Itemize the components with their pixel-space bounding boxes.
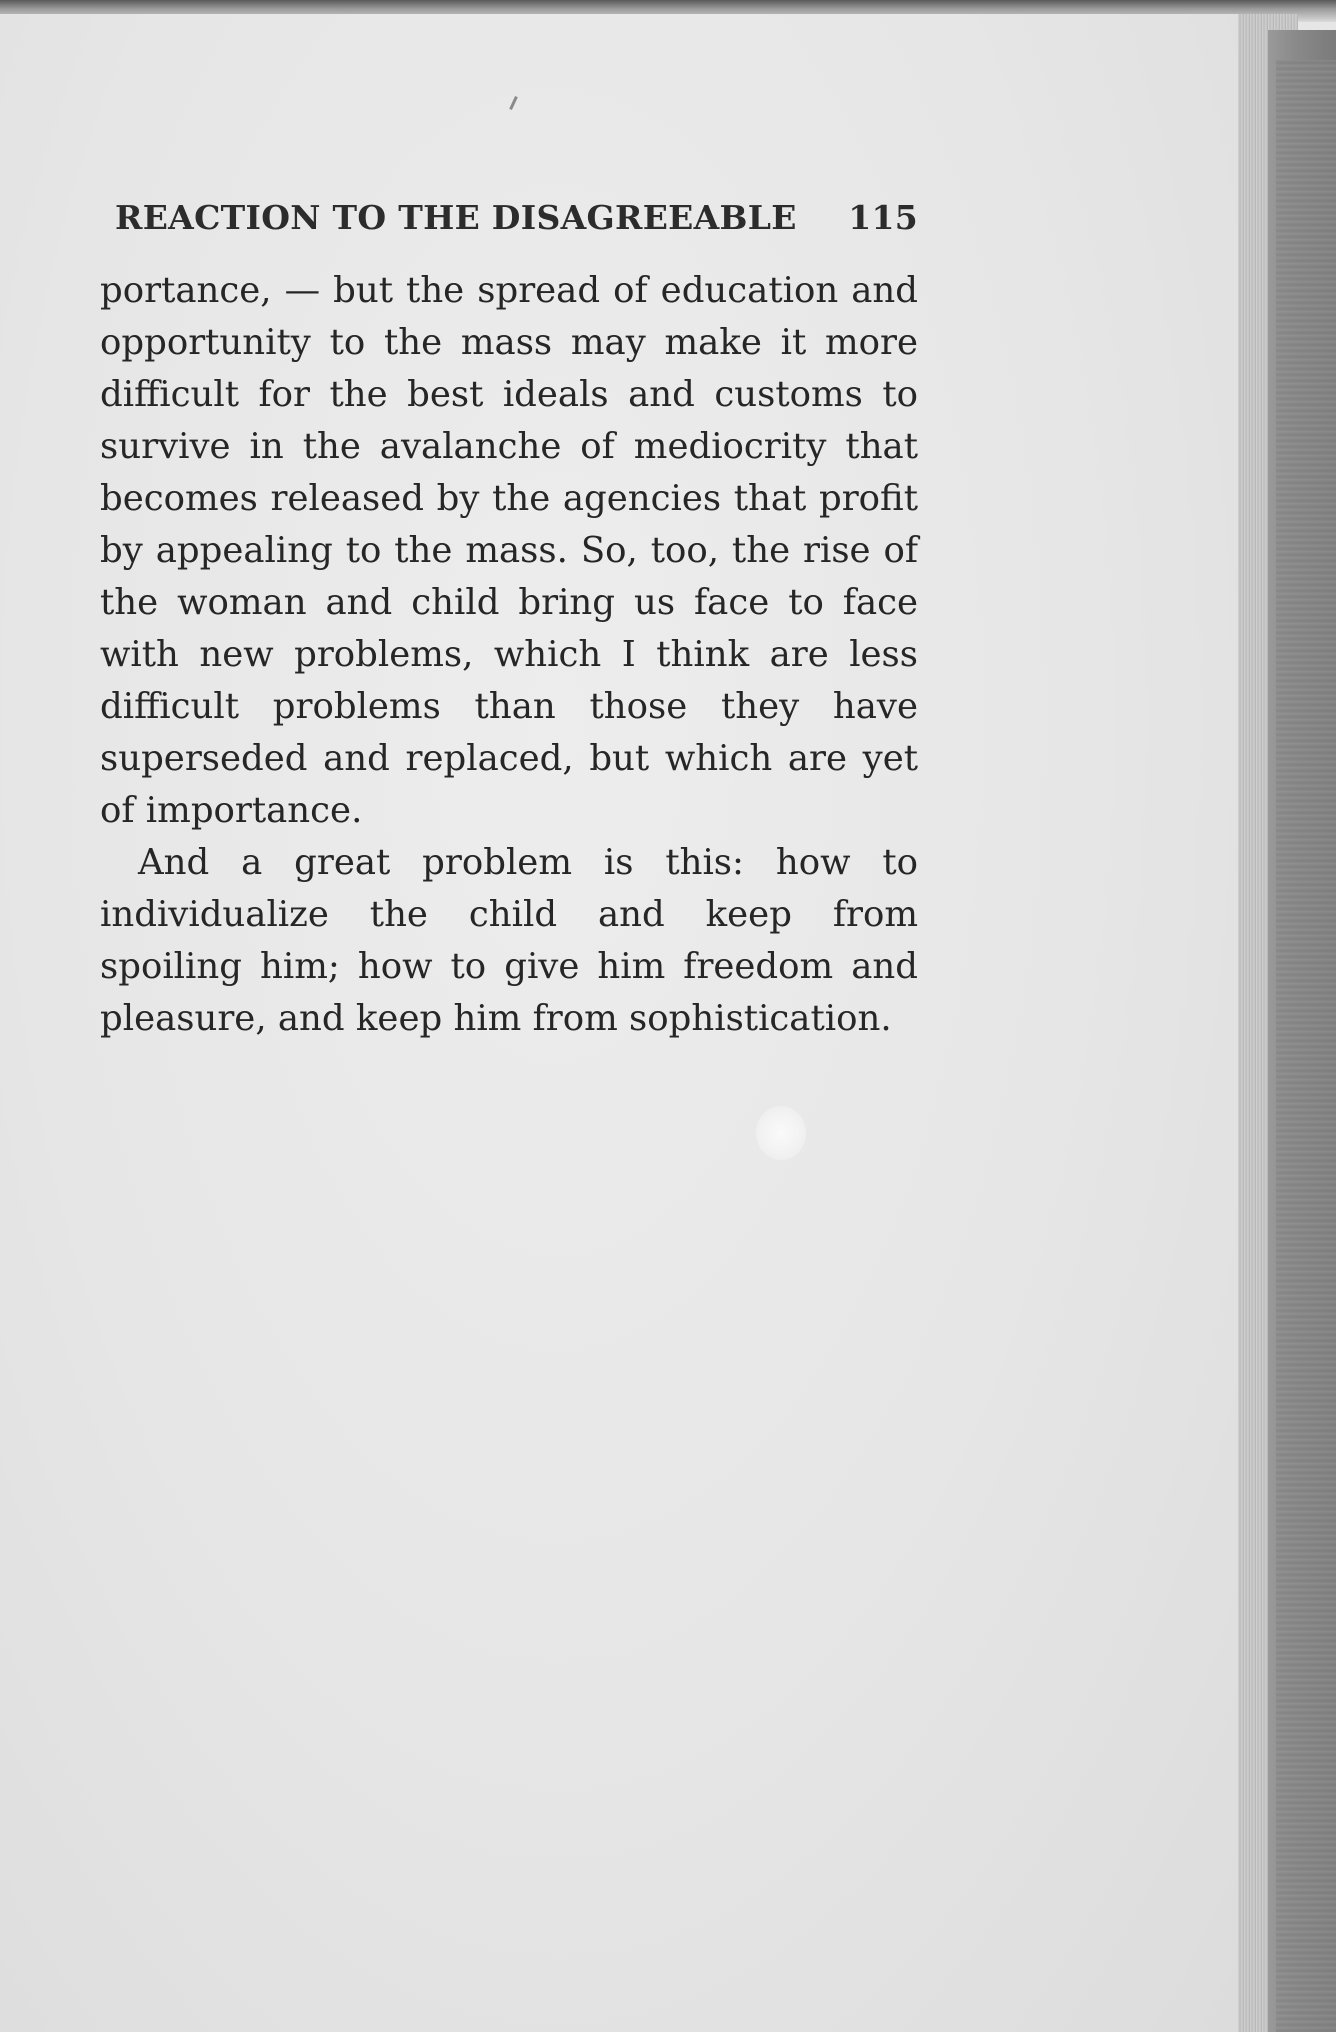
body-text <box>100 265 918 1045</box>
running-head <box>115 198 918 248</box>
paragraph-continued: portance, — but the spread of education and opportunity to the mass may make it more difficult for the best ideals and customs to survive in the avalanche of mediocrity that becomes released by the agencies that profit by appealing to the mass. So, too, the rise of the woman and child bring us face to face with new problems, which I think are less difficult problems than those they have superseded and replaced, but which are yet of importance. <box>100 270 918 831</box>
book-cover-texture <box>1276 60 1336 2032</box>
paper-smudge <box>756 1106 806 1160</box>
page-number: 115 <box>848 198 918 237</box>
paragraph: And a great problem is this: how to individualize the child and keep from spoiling him; how to give him freedom and pleasure, and keep him from sophistication. <box>100 842 918 1039</box>
running-head-title: REACTION TO THE DISAGREEABLE <box>115 198 797 237</box>
